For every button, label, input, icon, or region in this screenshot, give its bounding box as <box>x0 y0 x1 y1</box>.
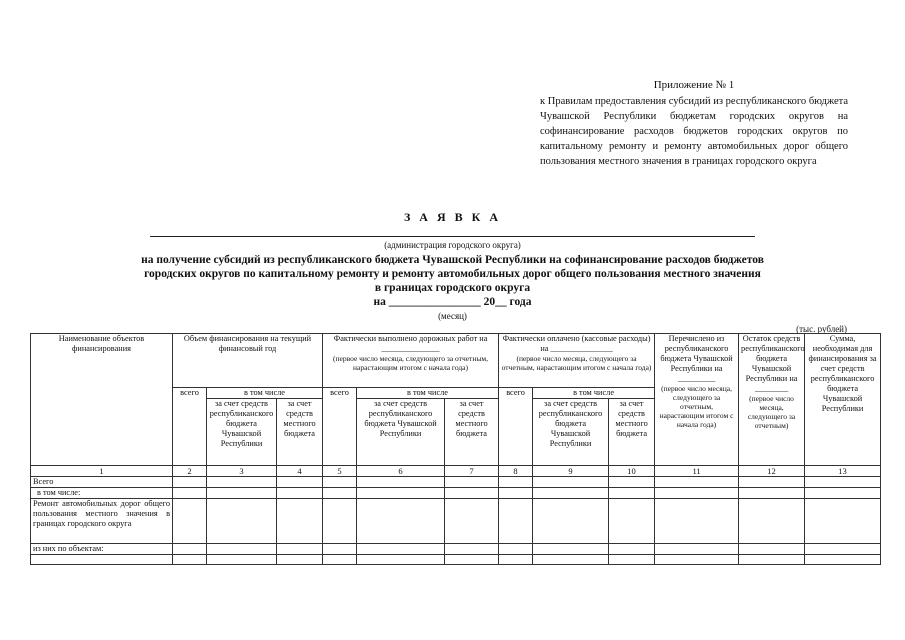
table-cell[interactable] <box>533 544 609 555</box>
row-label: Ремонт автомобильных дорог общего пользования местного значения в границах городского округа <box>31 499 173 544</box>
table-cell[interactable] <box>445 499 499 544</box>
table-cell[interactable] <box>739 477 805 488</box>
header-financing-volume: Объем финансирования на текущий финансовый год <box>173 334 323 388</box>
table-cell[interactable] <box>499 499 533 544</box>
table-cell[interactable] <box>609 544 655 555</box>
table-cell[interactable] <box>805 555 881 565</box>
table-cell[interactable] <box>499 555 533 565</box>
appendix-title: Приложение № 1 <box>653 79 735 91</box>
appendix-text: к Правилам предоставления субсидий из республиканского бюджета Чувашской Республики бюджетам городских округов на софинансирование расходов бюджетов городских округов по капитальному ремонту и ремонту автомобильных дорог общего пользования местного значения в границах городского округа <box>540 96 848 167</box>
table-cell[interactable] <box>739 499 805 544</box>
table-cell[interactable] <box>173 499 207 544</box>
table-row <box>31 499 881 544</box>
table-cell[interactable] <box>277 499 323 544</box>
col-number: 12 <box>739 466 805 477</box>
header-transferred <box>655 334 739 466</box>
table-cell[interactable] <box>207 477 277 488</box>
appendix-block <box>540 78 848 169</box>
table-cell[interactable] <box>655 488 739 499</box>
table-cell[interactable] <box>445 488 499 499</box>
admin-underline <box>150 236 755 237</box>
header-amount-needed: Сумма, необходимая для финансирования за счет средств республиканского бюджета Чувашской Республики <box>805 334 881 466</box>
header-total-1: всего <box>173 388 207 466</box>
table-cell[interactable] <box>207 544 277 555</box>
table-cell[interactable] <box>655 477 739 488</box>
table-cell[interactable] <box>207 555 277 565</box>
header-balance-note: (первое число месяца, следующего за отчетным) <box>747 394 796 430</box>
header-incl-3: в том числе <box>533 388 655 399</box>
document-title: З А Я В К А <box>403 210 502 224</box>
table-cell[interactable] <box>655 544 739 555</box>
table-cell[interactable] <box>207 499 277 544</box>
header-loc-1: за счет средств местного бюджета <box>277 399 323 466</box>
header-incl-1: в том числе <box>207 388 323 399</box>
col-number: 3 <box>207 466 277 477</box>
table-cell[interactable] <box>655 555 739 565</box>
purpose-line-1: на получение субсидий из республиканского бюджета Чувашской Республики на софинансирование расходов бюджетов <box>141 254 764 266</box>
header-paid <box>499 334 655 388</box>
table-cell[interactable] <box>805 544 881 555</box>
table-cell[interactable] <box>609 555 655 565</box>
header-paid-title: Фактически оплачено (кассовые расходы) на _______________ <box>502 334 651 353</box>
col-number: 4 <box>277 466 323 477</box>
header-loc-3: за счет средств местного бюджета <box>609 399 655 466</box>
table-cell[interactable] <box>207 488 277 499</box>
table-cell[interactable] <box>499 544 533 555</box>
col-number: 1 <box>31 466 173 477</box>
purpose-line-2: городских округов по капитальному ремонту и ремонту автомобильных дорог общего пользования местного значения <box>144 268 761 280</box>
header-loc-2: за счет средств местного бюджета <box>445 399 499 466</box>
table-cell[interactable] <box>323 544 357 555</box>
table-cell[interactable] <box>739 544 805 555</box>
table-cell[interactable] <box>323 488 357 499</box>
table-cell[interactable] <box>445 477 499 488</box>
header-paid-note: (первое число месяца, следующего за отчетным, нарастающим итогом с начала года) <box>501 354 652 372</box>
table-cell[interactable] <box>499 477 533 488</box>
table-cell[interactable] <box>173 477 207 488</box>
table-cell[interactable] <box>323 499 357 544</box>
row-label <box>31 555 173 565</box>
header-rep-1: за счет средств республиканского бюджета Чувашской Республики <box>207 399 277 466</box>
header-works-done-note: (первое число месяца, следующего за отчетным, нарастающим итогом с начала года) <box>333 354 489 372</box>
col-number: 7 <box>445 466 499 477</box>
table-row <box>31 488 881 499</box>
table-cell[interactable] <box>533 477 609 488</box>
col-number: 8 <box>499 466 533 477</box>
table-cell[interactable] <box>445 555 499 565</box>
table-cell[interactable] <box>805 477 881 488</box>
table-cell[interactable] <box>655 499 739 544</box>
admin-caption: (администрация городского округа) <box>384 240 521 250</box>
table-cell[interactable] <box>323 555 357 565</box>
table-cell[interactable] <box>533 488 609 499</box>
date-line: на ________________ 20__ года <box>373 296 532 308</box>
table-cell[interactable] <box>805 488 881 499</box>
header-total-2: всего <box>323 388 357 466</box>
header-works-done-title: Фактически выполнено дорожных работ на ______________ <box>333 334 488 353</box>
header-object-name: Наименование объектов финансирования <box>31 334 173 466</box>
table-cell[interactable] <box>533 499 609 544</box>
col-number: 6 <box>357 466 445 477</box>
table-row <box>31 544 881 555</box>
table-cell[interactable] <box>357 544 445 555</box>
table-cell[interactable] <box>277 477 323 488</box>
units-label: (тыс. рублей) <box>796 324 847 334</box>
row-label: из них по объектам: <box>31 544 173 555</box>
table-cell[interactable] <box>609 499 655 544</box>
row-label: Всего <box>31 477 173 488</box>
table-cell[interactable] <box>277 555 323 565</box>
table-cell[interactable] <box>533 555 609 565</box>
table-cell[interactable] <box>739 555 805 565</box>
col-number: 13 <box>805 466 881 477</box>
col-number: 2 <box>173 466 207 477</box>
table-cell[interactable] <box>173 555 207 565</box>
table-cell[interactable] <box>277 488 323 499</box>
table-row <box>31 477 881 488</box>
application-table <box>30 333 881 565</box>
header-rep-3: за счет средств республиканского бюджета Чувашской Республики <box>533 399 609 466</box>
table-cell[interactable] <box>277 544 323 555</box>
table-cell[interactable] <box>357 477 445 488</box>
table-cell[interactable] <box>609 488 655 499</box>
col-number: 10 <box>609 466 655 477</box>
header-total-3: всего <box>499 388 533 466</box>
header-balance <box>739 334 805 466</box>
table-cell[interactable] <box>499 488 533 499</box>
header-transferred-title: Перечислено из республиканского бюджета Чувашской Республики на _________ <box>660 334 733 383</box>
table-cell[interactable] <box>173 544 207 555</box>
month-caption: (месяц) <box>438 311 467 321</box>
table-cell[interactable] <box>357 555 445 565</box>
col-number: 5 <box>323 466 357 477</box>
table-cell[interactable] <box>323 477 357 488</box>
table-cell[interactable] <box>805 499 881 544</box>
table-cell[interactable] <box>357 499 445 544</box>
header-balance-title: Остаток средств республиканского бюджета Чувашской Республики на ________ <box>741 334 805 393</box>
table-row <box>31 555 881 565</box>
table-cell[interactable] <box>357 488 445 499</box>
header-rep-2: за счет средств республиканского бюджета Чувашской Республики <box>357 399 445 466</box>
table-cell[interactable] <box>739 488 805 499</box>
row-label: в том числе: <box>31 488 173 499</box>
table-cell[interactable] <box>173 488 207 499</box>
header-transferred-note: (первое число месяца, следующего за отчетным, нарастающим итогом с начала года) <box>659 384 734 429</box>
col-number: 11 <box>655 466 739 477</box>
purpose-line-3: в границах городского округа <box>374 282 531 294</box>
header-incl-2: в том числе <box>357 388 499 399</box>
table-cell[interactable] <box>445 544 499 555</box>
header-works-done <box>323 334 499 388</box>
col-number: 9 <box>533 466 609 477</box>
table-cell[interactable] <box>609 477 655 488</box>
